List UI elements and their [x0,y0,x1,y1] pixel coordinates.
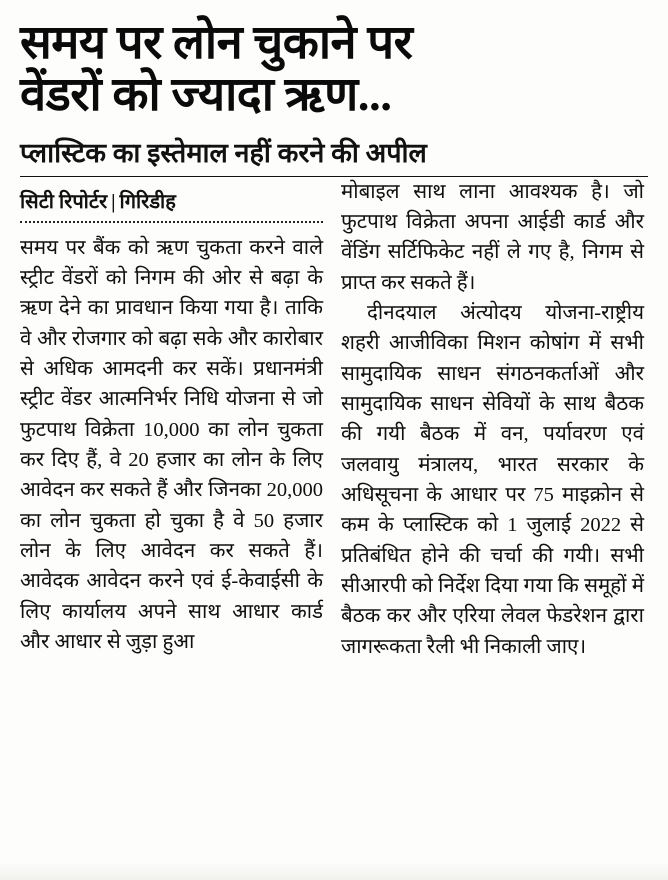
byline-dotted-rule [20,221,323,223]
headline-line-1: समय पर लोन चुकाने पर [20,17,413,69]
right-column [341,177,644,662]
subheadline: प्लास्टिक का इस्तेमाल नहीं करने की अपील [20,138,427,169]
bottom-fade [0,862,668,880]
right-paragraph-1: मोबाइल साथ लाना आवश्यक है। जो फुटपाथ विक्रेता अपना आईडी कार्ड और वेंडिंग सर्टिफिकेट नहीं ले गए है, निगम से प्राप्त कर सकते हैं। [341,180,644,294]
byline [20,187,323,213]
page-title [20,18,648,121]
byline-location: गिरिडीह [119,190,176,213]
left-paragraph-1: समय पर बैंक को ऋण चुकता करने वाले स्ट्रीट वेंडरों को निगम की ओर से बढ़ा के ऋण देने का प्रावधान किया गया है। ताकि वे और रोजगार को बढ़ा सके और कारोबार से अधिक आमदनी कर सकें। प्रधानमंत्री स्ट्रीट वेंडर आत्मनिर्भर निधि योजना से जो फुटपाथ विक्रेता 10,000 का लोन चुकता कर दिए हैं, वे 20 हजार का लोन के लिए आवेदन कर सकते हैं और जिनका 20,000 का लोन चुकता हो चुका है वे 50 हजार लोन के लिए आवेदन कर सकते हैं। आवेदक आवेदन करने एवं ई-केवाईसी के लिए कार्यालय अपने साथ आधार कार्ड और आधार से जुड़ा हुआ [20,236,323,654]
byline-reporter: सिटी रिपोर्टर [20,190,108,213]
left-column [20,177,323,662]
left-body-text [20,233,323,658]
article-columns [20,177,648,662]
right-paragraph-2: दीनदयाल अंत्योदय योजना-राष्ट्रीय शहरी आजीविका मिशन कोषांग में सभी सामुदायिक साधन संगठनकर्ताओं और सामुदायिक साधन सेवियों के साथ बैठक की गयी बैठक में वन, पर्यावरण एवं जलवायु मंत्रालय, भारत सरकार के अधिसूचना के आधार पर 75 माइक्रोन से कम के प्लास्टिक को 1 जुलाई 2022 से प्रतिबंधित होने की चर्चा की गयी। सभी सीआरपी को निर्देश दिया गया कि समूहों में बैठक कर और एरिया लेवल फेडरेशन द्वारा जागरूकता रैली भी निकाली जाए। [341,302,644,658]
headline-line-2: वेंडरों को ज्यादा ऋण... [20,68,392,121]
right-body-text [341,177,644,662]
byline-separator: | [111,190,116,213]
